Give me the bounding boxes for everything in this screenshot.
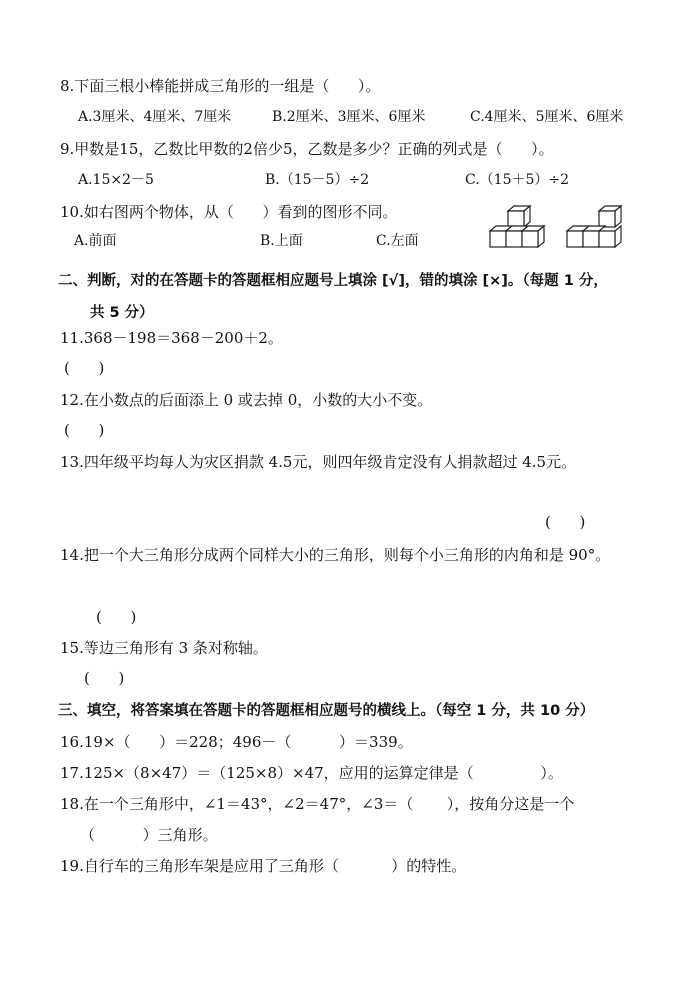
q8-option-b: B.2厘米、3厘米、6厘米 (272, 109, 426, 125)
q9-option-c: C.（15＋5）÷2 (465, 172, 570, 188)
q11-answer-blank[interactable]: ( ) (64, 359, 105, 377)
q18-stem-cont: （ ）三角形。 (80, 826, 218, 844)
q13-answer-blank[interactable]: ( ) (545, 513, 586, 531)
q15-stem: 15.等边三角形有 3 条对称轴。 (60, 639, 268, 657)
q10-option-b: B.上面 (260, 233, 303, 249)
q16-stem: 16.19×（ ）＝228；496－（ ）＝339。 (60, 733, 413, 751)
cube-figure-left (488, 205, 550, 251)
section2-header: 二、判断，对的在答题卡的答题框相应题号上填涂 [√]，错的填涂 [×]。（每题 1 分， (58, 273, 608, 289)
q13-stem: 13.四年级平均每人为灾区捐款 4.5元，则四年级肯定没有人捐款超过 4.5元。 (60, 453, 577, 471)
q10-option-c: C.左面 (376, 233, 419, 249)
q18-stem: 18.在一个三角形中，∠1＝43°，∠2＝47°，∠3＝（ ），按角分这是一个 (60, 795, 575, 813)
q12-answer-blank[interactable]: ( ) (64, 421, 105, 439)
q9-option-a: A.15×2－5 (78, 172, 154, 188)
q10-stem: 10.如右图两个物体，从（ ）看到的图形不同。 (60, 203, 398, 221)
q10-option-a: A.前面 (74, 233, 117, 249)
q9-stem: 9.甲数是15，乙数比甲数的2倍少5，乙数是多少？正确的列式是（ ）。 (60, 140, 554, 158)
q8-stem: 8.下面三根小棒能拼成三角形的一组是（ ）。 (60, 77, 381, 95)
q9-option-b: B.（15－5）÷2 (265, 172, 370, 188)
q17-stem: 17.125×（8×47）＝（125×8）×47，应用的运算定律是（ ）。 (60, 764, 563, 782)
q14-answer-blank[interactable]: ( ) (96, 608, 137, 626)
cube-figure-right (565, 205, 627, 251)
section3-header: 三、填空，将答案填在答题卡的答题框相应题号的横线上。（每空 1 分，共 10 分） (58, 703, 595, 719)
section2-header-cont: 共 5 分） (90, 305, 154, 321)
q15-answer-blank[interactable]: ( ) (84, 669, 125, 687)
q11-stem: 11.368－198＝368－200＋2。 (60, 329, 283, 347)
q8-option-a: A.3厘米、4厘米、7厘米 (78, 109, 232, 125)
q14-stem: 14.把一个大三角形分成两个同样大小的三角形，则每个小三角形的内角和是 90°。 (60, 546, 611, 564)
q19-stem: 19.自行车的三角形车架是应用了三角形（ ）的特性。 (60, 857, 467, 875)
q12-stem: 12.在小数点的后面添上 0 或去掉 0，小数的大小不变。 (60, 391, 433, 409)
q8-option-c: C.4厘米、5厘米、6厘米 (470, 109, 624, 125)
